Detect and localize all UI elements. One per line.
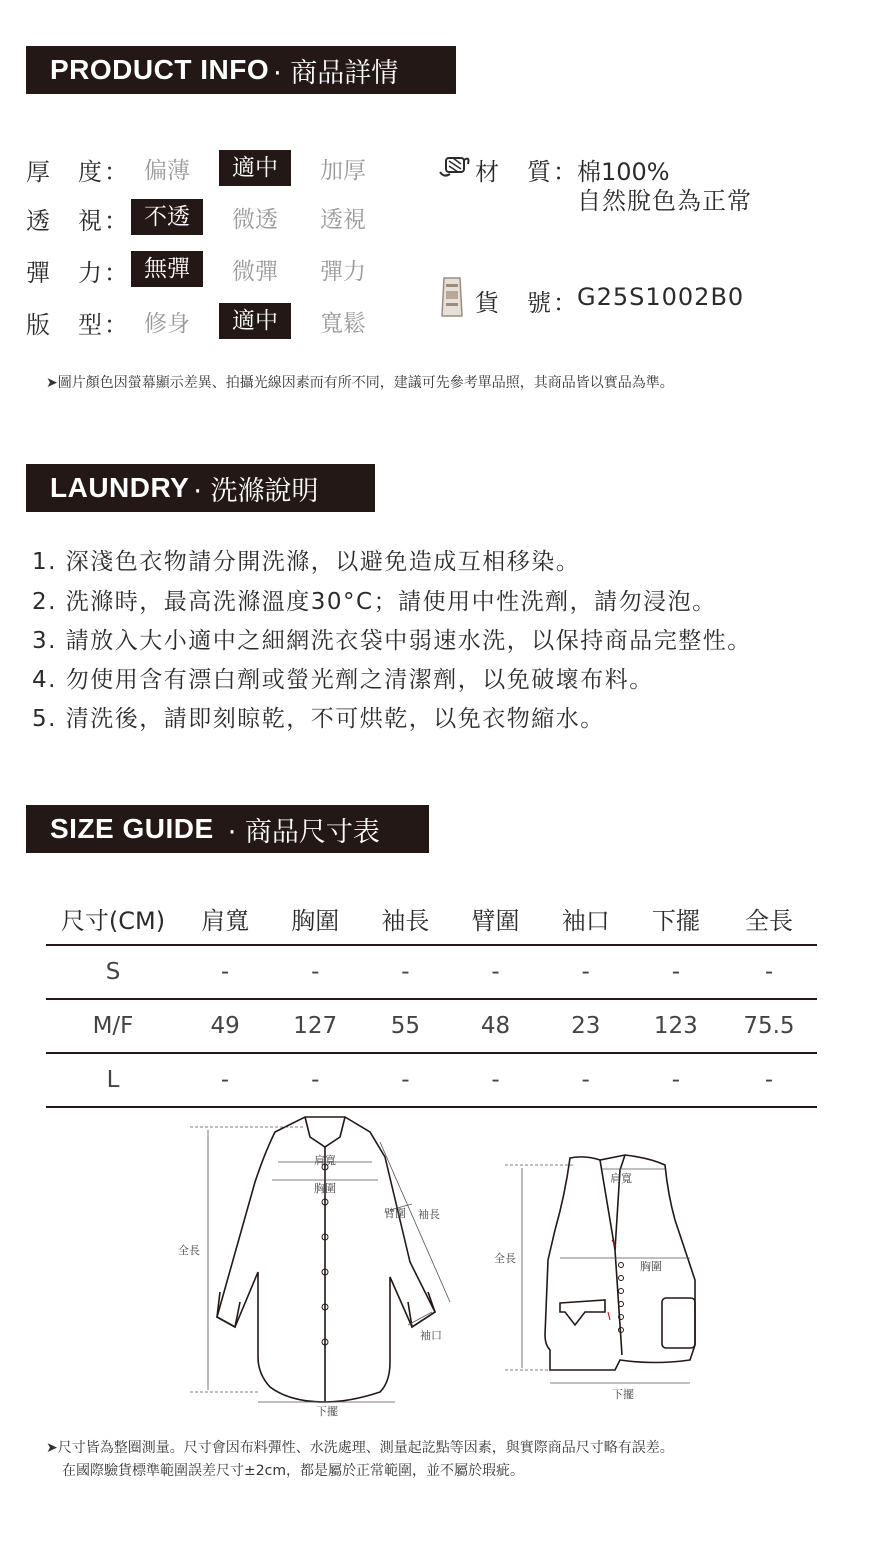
material-value: 棉100% [577, 158, 670, 186]
size-column-header: 全長 [721, 893, 817, 945]
attribute-option-selected: 適中 [219, 303, 291, 339]
color-disclaimer: ➤圖片顏色因螢幕顯示差異、拍攝光線因素而有所不同，建議可先參考單品照，其商品皆以實品為準。 [46, 375, 674, 391]
product-info-title-en: PRODUCT INFO [50, 54, 270, 85]
laundry-item: 3. 請放入大小適中之細網洗衣袋中弱速水洗，以保持商品完整性。 [32, 628, 752, 654]
tag-icon [440, 276, 464, 324]
attribute-label: 厚 度： [26, 158, 130, 186]
shirt-cuff-label: 袖口 [420, 1329, 442, 1342]
attribute-option: 透視 [320, 207, 366, 233]
vest-hem-label: 下擺 [612, 1388, 634, 1401]
size-guide-title-zh: · 商品尺寸表 [227, 816, 380, 848]
attribute-option: 修身 [144, 311, 190, 337]
size-column-header: 臂圍 [450, 893, 540, 945]
size-value-cell: - [360, 945, 450, 999]
shirt-hem-label: 下擺 [316, 1405, 338, 1418]
size-value-cell: 123 [631, 999, 721, 1053]
size-value-cell: - [360, 1053, 450, 1107]
product-info-header [26, 46, 456, 94]
size-value-cell: - [270, 1053, 360, 1107]
attribute-option: 寬鬆 [320, 311, 366, 337]
table-row [46, 945, 817, 999]
size-guide-header [26, 805, 429, 853]
size-value-cell: 23 [541, 999, 631, 1053]
item-no-value: G25S1002B0 [577, 283, 745, 311]
size-value-cell: 55 [360, 999, 450, 1053]
table-row [46, 1053, 817, 1107]
size-value-cell: - [450, 945, 540, 999]
size-column-header: 袖口 [541, 893, 631, 945]
vest-diagram [490, 1150, 710, 1400]
size-value-cell: 127 [270, 999, 360, 1053]
size-name-cell: M/F [46, 999, 180, 1053]
laundry-title-en: LAUNDRY [50, 472, 190, 503]
attribute-label: 彈 力： [26, 259, 130, 287]
shirt-length-label: 全長 [178, 1244, 200, 1257]
size-column-header: 下擺 [631, 893, 721, 945]
size-value-cell: 75.5 [721, 999, 817, 1053]
size-value-cell: - [450, 1053, 540, 1107]
material-label: 材 質： [475, 158, 579, 186]
size-name-cell: L [46, 1053, 180, 1107]
attribute-option: 微透 [232, 207, 278, 233]
size-value-cell: - [721, 1053, 817, 1107]
laundry-item: 4. 勿使用含有漂白劑或螢光劑之清潔劑，以免破壞布料。 [32, 667, 654, 693]
laundry-item: 2. 洗滌時，最高洗滌溫度30°C；請使用中性洗劑，請勿浸泡。 [32, 589, 717, 615]
attribute-option: 彈力 [320, 259, 366, 285]
material-note: 自然脫色為正常 [577, 187, 752, 215]
size-value-cell: - [180, 1053, 270, 1107]
size-column-header: 肩寬 [180, 893, 270, 945]
size-note-2: 在國際驗貨標準範圍誤差尺寸±2cm，都是屬於正常範圍，並不屬於瑕疵。 [62, 1463, 524, 1479]
vest-length-label: 全長 [494, 1252, 516, 1265]
item-no-label: 貨 號： [475, 289, 579, 317]
attribute-label: 透 視： [26, 207, 130, 235]
size-value-cell: - [541, 1053, 631, 1107]
size-value-cell: - [721, 945, 817, 999]
shirt-arm-label: 臂圍 [384, 1207, 406, 1220]
size-column-header: 尺寸(CM) [46, 893, 180, 945]
size-name-cell: S [46, 945, 180, 999]
size-value-cell: - [270, 945, 360, 999]
shirt-sleeve-label: 袖長 [418, 1208, 440, 1221]
attribute-option-selected: 不透 [131, 199, 203, 235]
size-value-cell: - [180, 945, 270, 999]
size-note-1: ➤尺寸皆為整圈測量。尺寸會因布料彈性、水洗處理、測量起訖點等因素，與實際商品尺寸略有誤差。 [46, 1440, 674, 1456]
attribute-option: 偏薄 [144, 158, 190, 184]
vest-chest-label: 胸圍 [640, 1260, 662, 1273]
size-column-header: 袖長 [360, 893, 450, 945]
table-row [46, 999, 817, 1053]
shirt-chest-label: 胸圍 [314, 1182, 336, 1195]
size-value-cell: - [541, 945, 631, 999]
shirt-shoulder-label: 肩寬 [314, 1154, 336, 1167]
size-value-cell: 48 [450, 999, 540, 1053]
size-value-cell: - [631, 945, 721, 999]
vest-shoulder-label: 肩寬 [610, 1172, 632, 1185]
size-table-header [46, 893, 817, 945]
size-value-cell: 49 [180, 999, 270, 1053]
attribute-option: 加厚 [320, 158, 366, 184]
size-table [46, 893, 817, 1108]
attribute-option-selected: 無彈 [131, 251, 203, 287]
laundry-header [26, 464, 375, 512]
laundry-title-zh: · 洗滌說明 [193, 475, 319, 507]
thread-icon [438, 152, 472, 184]
attribute-option-selected: 適中 [219, 150, 291, 186]
attribute-label: 版 型： [26, 311, 130, 339]
laundry-item: 5. 清洗後，請即刻晾乾，不可烘乾，以免衣物縮水。 [32, 706, 605, 732]
size-guide-title-en: SIZE GUIDE [50, 813, 214, 844]
size-column-header: 胸圍 [270, 893, 360, 945]
product-info-title-zh: · 商品詳情 [273, 57, 399, 89]
laundry-item: 1. 深淺色衣物請分開洗滌，以避免造成互相移染。 [32, 549, 581, 575]
attribute-option: 微彈 [232, 259, 278, 285]
size-value-cell: - [631, 1053, 721, 1107]
